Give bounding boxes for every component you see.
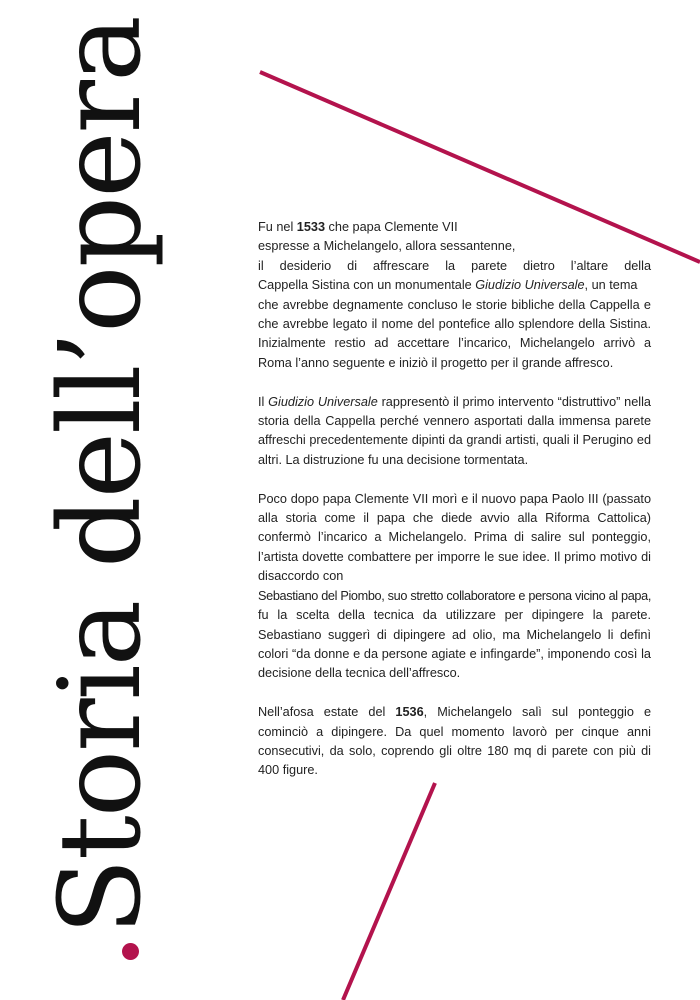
italic-work-title: Giudizio Universale [268,394,378,409]
italic-work-title: Giudizio Universale [475,278,585,293]
paragraph-3: Poco dopo papa Clemente VII morì e il nuovo papa Paolo III (passato alla storia come il papa che diede avvio alla Riforma Cattolica) confermò l’incarico a Michelangelo. Prima di salire sul ponteggio, l’artista dovette combattere per imporre le sue idee. Il primo motivo di disaccordo con Sebastiano del Piombo, suo stretto collaboratore e persona vicino al papa, fu la scelta della tecnica da utilizzare per dipingere la parete. Sebastiano suggerì di dipingere ad olio, ma Michelangelo li definì colori “da donne e da persone agiate e infingarde”, imponendo così la decisione della tecnica dell’affresco. [258,491,651,681]
diagonal-line-bottom [343,783,435,1000]
year-1533: 1533 [296,220,326,234]
body-text [258,218,651,781]
accent-dot [122,943,139,960]
page-title: Storia dell’opera [36,17,166,935]
vertical-title [36,17,166,960]
paragraph-2: Il Giudizio Universale rappresentò il primo intervento “distruttivo” nella storia della Cappella perché vennero asportati dalla immensa parete affreschi precedentemente dipinti da grandi artisti, quali il Perugino ed altri. La distruzione fu una decisione tormentata. [258,394,651,467]
paragraph-1: Fu nel 1533 che papa Clemente VII espresse a Michelangelo, allora sessantenne, il desiderio di affrescare la parete dietro l’altare della Cappella Sistina con un monumentale Giudizio Universale, un tema che avrebbe degnamente concluso le storie bibliche della Cappella e che avrebbe legato il nome del pontefice allo splendore della Sistina. Inizialmente restio ad accettare l’incarico, Michelangelo arrivò a Roma l’anno seguente e iniziò il progetto per il grande affresco. [258,220,651,370]
paragraph-4: Nell’afosa estate del 1536, Michelangelo salì sul ponteggio e cominciò a dipingere. Da quel momento lavorò per cinque anni consecutivi, da solo, coprendo gli oltre 180 mq di parete con più di 400 figure. [258,705,652,778]
year-1536: 1536 [395,705,424,720]
